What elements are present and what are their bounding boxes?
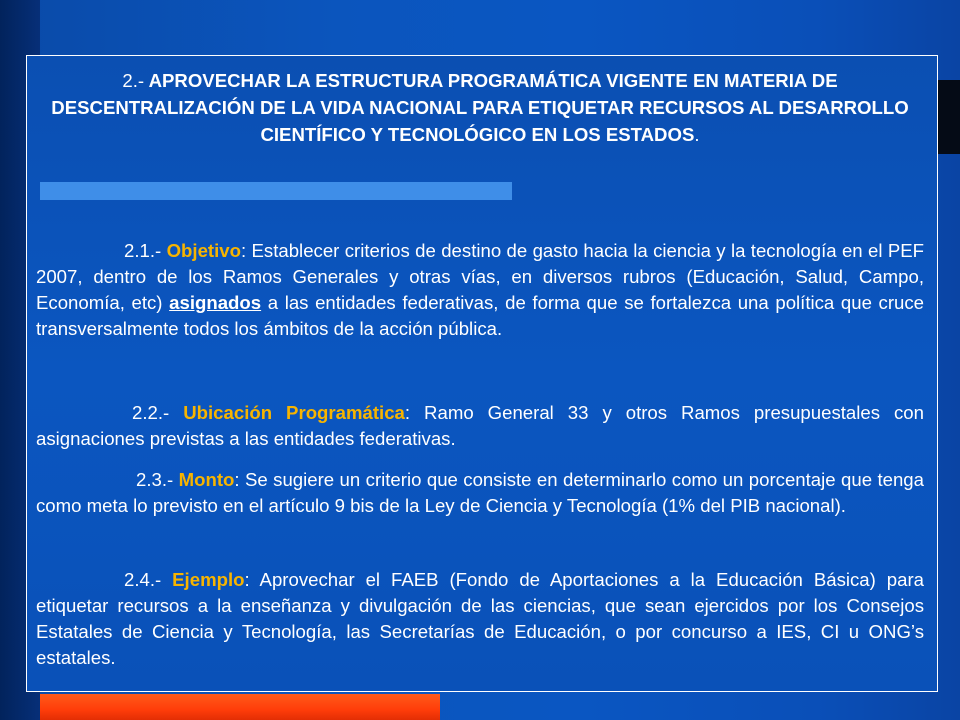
item-number: 2.3.- — [136, 469, 174, 490]
item-number: 2.2.- — [132, 402, 170, 423]
item-ejemplo — [36, 567, 924, 671]
item-text: : Establecer criterios de destino de gasto hacia la ciencia y la tecnología en el PEF 2007, dentro de los Ramos Generales y otras vías, en diversos rubros (Educación, Salud, Campo, Economía, etc) — [36, 240, 925, 313]
heading-number: 2.- — [122, 70, 145, 91]
item-term: Monto — [178, 469, 235, 490]
heading-title: APROVECHAR LA ESTRUCTURA PROGRAMÁTICA VIGENTE EN MATERIA DE DESCENTRALIZACIÓN DE LA VIDA NACIONAL PARA ETIQUETAR RECURSOS AL DESARROLLO CIENTÍFICO Y TECNOLÓGICO EN LOS ESTADOS — [51, 70, 909, 145]
item-text: : Se sugiere un criterio que consiste en determinarlo como un porcentaje que tenga como meta lo previsto en el artículo 9 bis de la Ley de Ciencia y Tecnología (1% del PIB nacional). — [36, 469, 924, 516]
slide-heading — [36, 67, 924, 148]
item-monto — [36, 467, 924, 519]
item-number: 2.4.- — [124, 569, 162, 590]
item-text: : Aprovechar el FAEB (Fondo de Aportaciones a la Educación Básica) para etiquetar recursos a la enseñanza y divulgación de las ciencias, que sean ejercidos por los Consejos Estatales de Ciencia y Tecnología, las Secretarías de Educación, o por concurso a IES, CI u ONG’s estatales. — [36, 569, 924, 668]
item-text: : Ramo General 33 y otros Ramos presupuestales con asignaciones previstas a las entidades federativas. — [36, 402, 924, 449]
item-objetivo — [36, 238, 924, 342]
item-number: 2.1.- — [124, 240, 162, 261]
item-term: Ubicación Programática — [183, 402, 405, 423]
item-ubicacion-programatica — [36, 400, 924, 452]
decorative-orange-bar — [40, 694, 440, 720]
item-text-after: a las entidades federativas, de forma que se fortalezca una política que cruce transversalmente todos los ámbitos de la acción pública. — [36, 292, 925, 339]
item-term: Ejemplo — [172, 569, 245, 590]
decorative-light-strip — [40, 182, 512, 200]
item-term: Objetivo — [166, 240, 241, 261]
item-emphasis: asignados — [169, 292, 262, 313]
heading-period: . — [694, 124, 700, 145]
